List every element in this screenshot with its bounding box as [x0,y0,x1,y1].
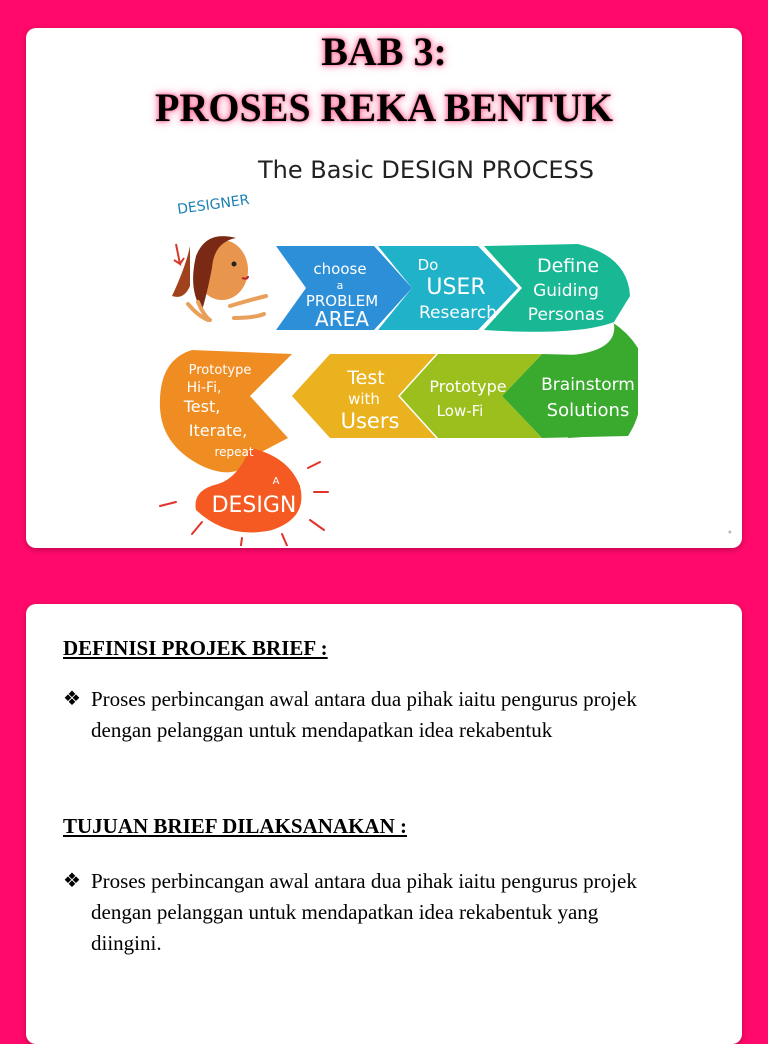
purpose-text: Proses perbincangan awal antara dua pihak iaitu pengurus projek dengan pelanggan untuk mendapatkan idea rekabentuk yang diingini. [91,869,637,955]
svg-text:Prototype [189,363,252,378]
svg-text:Users [341,409,400,433]
svg-text:Research [419,303,497,323]
svg-text:Define [537,255,599,277]
step6-line3: Users [340,409,400,433]
svg-text:choose [313,260,366,278]
step7-line1: Prototype [188,363,252,378]
svg-text:Test, [183,397,221,416]
design-process-diagram [138,146,638,546]
svg-text:DESIGN [212,493,297,518]
definition-heading: DEFINISI PROJEK BRIEF : [63,636,328,660]
bullet-diamond-icon: ❖ [63,870,81,892]
diagram-heading: The Basic DESIGN PROCESS [258,156,594,184]
chapter-subtitle: PROSES REKA BENTUK [155,85,613,130]
svg-text:a [337,279,344,292]
step5-line1: Prototype [429,377,507,396]
svg-text:Prototype [429,377,506,396]
step1-line2: a [336,279,344,292]
step7-line2: Hi-Fi, [186,380,222,396]
step3-line3: Personas [527,305,605,325]
step4-line2: Solutions [546,400,630,421]
svg-text:Personas [528,305,605,325]
svg-text:Brainstorm [541,375,635,395]
svg-text:USER [426,275,485,300]
step5-line2: Low-Fi [436,402,484,420]
step1-line3: PROBLEM [305,292,379,310]
svg-text:Hi-Fi, [187,380,222,396]
svg-text:Do [418,256,439,274]
step8-line1: A [272,476,280,487]
svg-text:Test [346,367,384,389]
svg-text:repeat [214,445,253,459]
designer-figure [172,192,266,320]
step3-line2: Guiding [533,281,599,301]
step7-line4: Iterate, [188,421,248,440]
step6-line1: Test [347,367,385,389]
step6-line2: with [348,390,380,408]
svg-text:AREA [315,307,369,331]
step4-line1: Brainstorm [541,375,635,395]
bullet-diamond-icon: ❖ [63,688,81,710]
step7-line3: Test, [183,397,221,416]
svg-text:with [348,390,380,408]
designer-label: DESIGNER [176,192,251,218]
brief-definition-card [26,604,742,1044]
svg-text:A [273,476,280,487]
svg-text:Iterate, [189,421,247,440]
step2-line1: Do [417,256,439,274]
svg-text:Low-Fi [437,402,484,420]
step2-line2: USER [426,275,486,300]
title-slide-card [26,28,742,548]
step1-line1: choose [313,260,367,278]
definition-text: Proses perbincangan awal antara dua pihak iaitu pengurus projek dengan pelanggan untuk mendapatkan idea rekabentuk [91,687,637,742]
purpose-heading: TUJUAN BRIEF DILAKSANAKAN : [63,814,407,838]
step1-line4: AREA [315,307,369,331]
step3-line1: Define [536,255,600,277]
svg-text:Solutions [547,400,630,421]
step2-line3: Research [419,303,497,323]
step7-line5: repeat [214,445,254,459]
chapter-title: BAB 3: [321,29,447,74]
slide-dot: ● [727,528,732,536]
svg-text:Guiding [533,281,599,301]
step8-line2: DESIGN [211,493,297,518]
